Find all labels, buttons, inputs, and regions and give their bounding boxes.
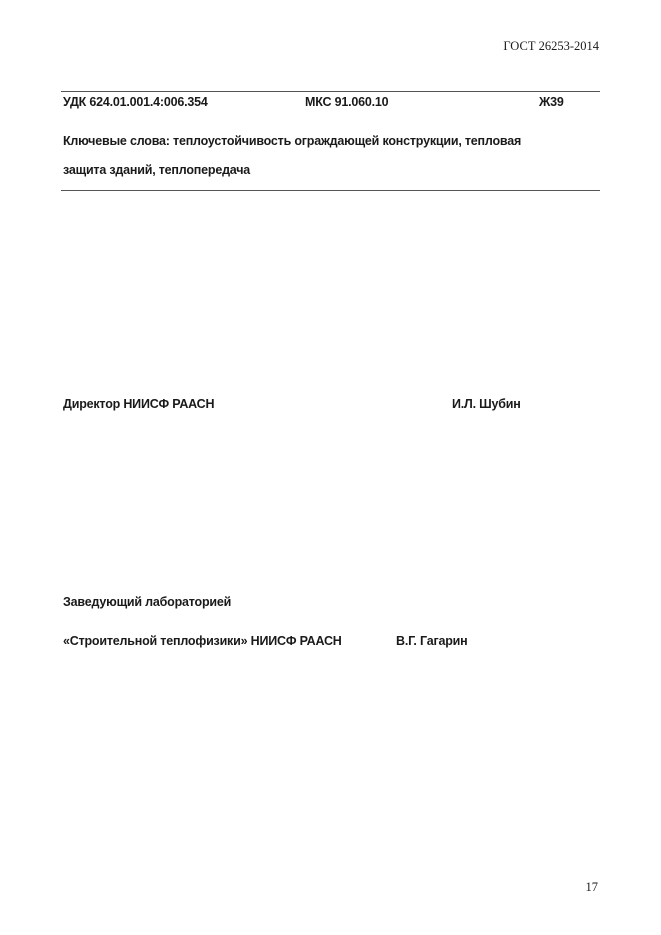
mks-code: МКС 91.060.10 <box>305 95 389 109</box>
director-position: Директор НИИСФ РААСН <box>63 397 215 411</box>
keywords-line-1: Ключевые слова: теплоустойчивость ограждающей конструкции, тепловая <box>63 134 522 148</box>
lab-head-position-line-1: Заведующий лабораторией <box>63 595 232 609</box>
director-name: И.Л. Шубин <box>452 397 521 411</box>
ocs-code: Ж39 <box>539 95 564 109</box>
lab-head-position-line-2: «Строительной теплофизики» НИИСФ РААСН <box>63 634 342 648</box>
lab-head-name: В.Г. Гагарин <box>396 634 468 648</box>
top-divider <box>61 91 600 92</box>
page-number: 17 <box>585 880 598 894</box>
document-code: ГОСТ 26253-2014 <box>503 39 599 53</box>
keywords-line-2: защита зданий, теплопередача <box>63 163 251 177</box>
udk-code: УДК 624.01.001.4:006.354 <box>63 95 208 109</box>
bottom-divider <box>61 190 600 191</box>
